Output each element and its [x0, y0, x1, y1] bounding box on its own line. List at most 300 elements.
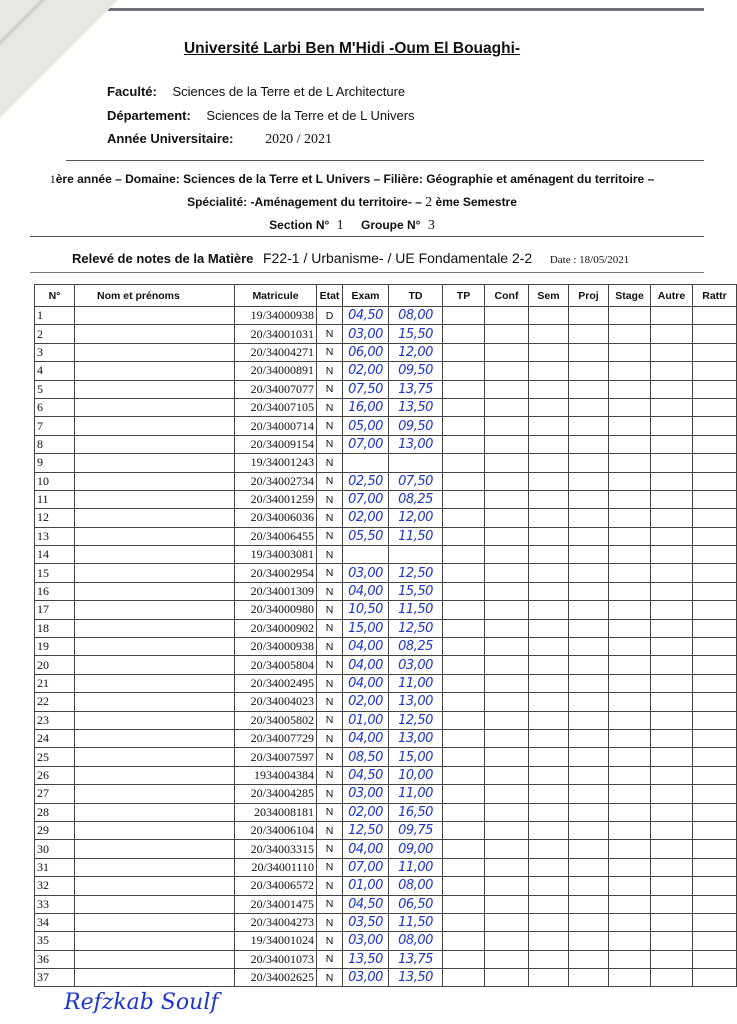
td-grade-cell: 15,00 [389, 748, 443, 766]
name-cell [75, 785, 235, 803]
rattr-cell [693, 821, 737, 839]
rattr-cell [693, 950, 737, 968]
stage-cell [609, 858, 651, 876]
rattr-cell [693, 969, 737, 987]
row-number: 32 [35, 877, 75, 895]
conf-cell [485, 582, 529, 600]
rattr-cell [693, 656, 737, 674]
proj-cell [569, 821, 609, 839]
proj-cell [569, 417, 609, 435]
sem-cell [529, 840, 569, 858]
autre-cell [651, 656, 693, 674]
stage-cell [609, 472, 651, 490]
rattr-cell [693, 472, 737, 490]
matricule-cell: 20/34007729 [235, 729, 317, 747]
rattr-cell [693, 913, 737, 931]
column-header: Etat [317, 285, 343, 307]
exam-grade-cell: 16,00 [343, 398, 389, 416]
sem-cell [529, 821, 569, 839]
table-row [35, 913, 737, 931]
matricule-cell: 2034008181 [235, 803, 317, 821]
td-grade-cell [389, 546, 443, 564]
matricule-cell: 20/34002734 [235, 472, 317, 490]
conf-cell [485, 766, 529, 784]
etat-cell: N [317, 711, 343, 729]
autre-cell [651, 932, 693, 950]
rattr-cell [693, 380, 737, 398]
autre-cell [651, 711, 693, 729]
td-grade-cell: 06,50 [389, 895, 443, 913]
tp-cell [443, 380, 485, 398]
signature: Refzkab Soulf [64, 990, 219, 1015]
stage-cell [609, 895, 651, 913]
td-grade-cell: 13,00 [389, 435, 443, 453]
filiere-label: Filière: [383, 172, 423, 186]
autre-cell [651, 398, 693, 416]
rattr-cell [693, 343, 737, 361]
exam-grade-cell: 02,00 [343, 362, 389, 380]
stage-cell [609, 748, 651, 766]
rattr-cell [693, 638, 737, 656]
tp-cell [443, 785, 485, 803]
exam-grade-cell [343, 454, 389, 472]
proj-cell [569, 969, 609, 987]
tp-cell [443, 803, 485, 821]
exam-grade-cell: 05,00 [343, 417, 389, 435]
column-header: Rattr [693, 285, 737, 307]
row-number: 13 [35, 527, 75, 545]
conf-cell [485, 527, 529, 545]
rattr-cell [693, 509, 737, 527]
sem-cell [529, 435, 569, 453]
stage-cell [609, 656, 651, 674]
conf-cell [485, 877, 529, 895]
proj-cell [569, 509, 609, 527]
matricule-cell: 20/34006572 [235, 877, 317, 895]
row-number: 37 [35, 969, 75, 987]
conf-cell [485, 748, 529, 766]
sem-cell [529, 711, 569, 729]
proj-cell [569, 362, 609, 380]
exam-grade-cell: 08,50 [343, 748, 389, 766]
rattr-cell [693, 325, 737, 343]
matricule-cell: 1934004384 [235, 766, 317, 784]
sem-cell [529, 785, 569, 803]
proj-cell [569, 840, 609, 858]
row-number: 12 [35, 509, 75, 527]
td-grade-cell: 08,25 [389, 638, 443, 656]
table-row [35, 877, 737, 895]
sem-cell [529, 343, 569, 361]
rattr-cell [693, 877, 737, 895]
divider [30, 272, 704, 273]
name-cell [75, 913, 235, 931]
autre-cell [651, 895, 693, 913]
exam-grade-cell: 05,50 [343, 527, 389, 545]
stage-cell [609, 564, 651, 582]
exam-grade-cell: 02,00 [343, 509, 389, 527]
table-body [35, 307, 737, 987]
table-row [35, 638, 737, 656]
semestre-number: 2 [425, 195, 433, 210]
etat-cell: N [317, 932, 343, 950]
column-header: Matricule [235, 285, 317, 307]
name-cell [75, 325, 235, 343]
program-line: 1ère année – Domaine: Sciences de la Terre et L Univers – Filière: Géographie et aménagent du territoire – [49, 172, 655, 186]
tp-cell [443, 840, 485, 858]
name-cell [75, 564, 235, 582]
section-value: 1 [336, 218, 344, 233]
rattr-cell [693, 490, 737, 508]
matricule-cell: 20/34002625 [235, 969, 317, 987]
proj-cell [569, 785, 609, 803]
tp-cell [443, 729, 485, 747]
table-row [35, 619, 737, 637]
name-cell [75, 307, 235, 325]
exam-grade-cell: 04,00 [343, 656, 389, 674]
autre-cell [651, 785, 693, 803]
section-label: Section N° [269, 218, 330, 232]
stage-cell [609, 509, 651, 527]
domaine-label: Domaine: [125, 172, 180, 186]
specialite-value: -Aménagement du territoire- [250, 195, 412, 209]
row-number: 9 [35, 454, 75, 472]
matricule-cell: 20/34001259 [235, 490, 317, 508]
conf-cell [485, 969, 529, 987]
name-cell [75, 766, 235, 784]
exam-grade-cell: 15,00 [343, 619, 389, 637]
tp-cell [443, 307, 485, 325]
etat-cell: N [317, 619, 343, 637]
semestre-label: ème Semestre [435, 195, 517, 209]
exam-grade-cell: 04,50 [343, 766, 389, 784]
matiere-value: F22-1 / Urbanisme- / UE Fondamentale 2-2 [262, 250, 533, 266]
exam-grade-cell: 03,00 [343, 564, 389, 582]
faculte-label: Faculté: [107, 84, 157, 99]
autre-cell [651, 858, 693, 876]
row-number: 1 [35, 307, 75, 325]
sem-cell [529, 877, 569, 895]
stage-cell [609, 490, 651, 508]
table-row [35, 656, 737, 674]
td-grade-cell: 09,50 [389, 362, 443, 380]
table-row [35, 527, 737, 545]
td-grade-cell: 13,75 [389, 380, 443, 398]
autre-cell [651, 729, 693, 747]
row-number: 31 [35, 858, 75, 876]
sem-cell [529, 913, 569, 931]
row-number: 27 [35, 785, 75, 803]
autre-cell [651, 362, 693, 380]
autre-cell [651, 950, 693, 968]
name-cell [75, 840, 235, 858]
tp-cell [443, 490, 485, 508]
td-grade-cell: 11,00 [389, 674, 443, 692]
stage-cell [609, 454, 651, 472]
autre-cell [651, 877, 693, 895]
stage-cell [609, 380, 651, 398]
proj-cell [569, 490, 609, 508]
rattr-cell [693, 674, 737, 692]
td-grade-cell: 15,50 [389, 582, 443, 600]
row-number: 8 [35, 435, 75, 453]
row-number: 16 [35, 582, 75, 600]
name-cell [75, 858, 235, 876]
td-grade-cell: 08,00 [389, 932, 443, 950]
annee-row [107, 131, 332, 148]
sem-cell [529, 638, 569, 656]
row-number: 21 [35, 674, 75, 692]
row-number: 28 [35, 803, 75, 821]
td-grade-cell: 12,50 [389, 564, 443, 582]
table-row [35, 932, 737, 950]
etat-cell: D [317, 307, 343, 325]
autre-cell [651, 472, 693, 490]
etat-cell: N [317, 527, 343, 545]
etat-cell: N [317, 362, 343, 380]
proj-cell [569, 858, 609, 876]
row-number: 34 [35, 913, 75, 931]
exam-grade-cell: 04,00 [343, 674, 389, 692]
table-row [35, 454, 737, 472]
proj-cell [569, 582, 609, 600]
name-cell [75, 472, 235, 490]
sem-cell [529, 950, 569, 968]
stage-cell [609, 821, 651, 839]
rattr-cell [693, 693, 737, 711]
row-number: 17 [35, 601, 75, 619]
sem-cell [529, 932, 569, 950]
matricule-cell: 20/34001073 [235, 950, 317, 968]
autre-cell [651, 380, 693, 398]
row-number: 4 [35, 362, 75, 380]
etat-cell: N [317, 582, 343, 600]
etat-cell: N [317, 821, 343, 839]
table-row [35, 803, 737, 821]
etat-cell: N [317, 435, 343, 453]
etat-cell: N [317, 748, 343, 766]
tp-cell [443, 674, 485, 692]
sem-cell [529, 656, 569, 674]
autre-cell [651, 601, 693, 619]
proj-cell [569, 307, 609, 325]
proj-cell [569, 398, 609, 416]
proj-cell [569, 729, 609, 747]
proj-cell [569, 619, 609, 637]
td-grade-cell: 10,00 [389, 766, 443, 784]
stage-cell [609, 711, 651, 729]
row-number: 2 [35, 325, 75, 343]
td-grade-cell: 12,00 [389, 343, 443, 361]
td-grade-cell: 11,00 [389, 785, 443, 803]
name-cell [75, 417, 235, 435]
table-row [35, 766, 737, 784]
name-cell [75, 362, 235, 380]
conf-cell [485, 840, 529, 858]
matricule-cell: 20/34006104 [235, 821, 317, 839]
name-cell [75, 490, 235, 508]
etat-cell: N [317, 693, 343, 711]
conf-cell [485, 895, 529, 913]
name-cell [75, 435, 235, 453]
autre-cell [651, 821, 693, 839]
matricule-cell: 20/34003315 [235, 840, 317, 858]
departement-row [107, 108, 415, 123]
tp-cell [443, 858, 485, 876]
university-title: Université Larbi Ben M'Hidi -Oum El Bouaghi- [183, 40, 521, 57]
tp-cell [443, 509, 485, 527]
scan-top-edge [108, 8, 704, 11]
stage-cell [609, 913, 651, 931]
row-number: 23 [35, 711, 75, 729]
name-cell [75, 674, 235, 692]
name-cell [75, 895, 235, 913]
row-number: 19 [35, 638, 75, 656]
proj-cell [569, 693, 609, 711]
tp-cell [443, 435, 485, 453]
sem-cell [529, 619, 569, 637]
proj-cell [569, 325, 609, 343]
conf-cell [485, 601, 529, 619]
tp-cell [443, 546, 485, 564]
etat-cell: N [317, 950, 343, 968]
td-grade-cell: 09,00 [389, 840, 443, 858]
table-row [35, 950, 737, 968]
sem-cell [529, 325, 569, 343]
annee-value: 2020 / 2021 [265, 132, 332, 147]
conf-cell [485, 656, 529, 674]
stage-cell [609, 969, 651, 987]
name-cell [75, 969, 235, 987]
stage-cell [609, 766, 651, 784]
sem-cell [529, 362, 569, 380]
td-grade-cell: 08,25 [389, 490, 443, 508]
proj-cell [569, 932, 609, 950]
domaine-value: Sciences de la Terre et L Univers [183, 172, 371, 186]
row-number: 29 [35, 821, 75, 839]
conf-cell [485, 490, 529, 508]
td-grade-cell: 11,50 [389, 601, 443, 619]
autre-cell [651, 619, 693, 637]
rattr-cell [693, 748, 737, 766]
table-row [35, 895, 737, 913]
td-grade-cell: 16,50 [389, 803, 443, 821]
etat-cell: N [317, 564, 343, 582]
specialite-label: Spécialité: [187, 195, 248, 209]
row-number: 24 [35, 729, 75, 747]
autre-cell [651, 435, 693, 453]
exam-grade-cell: 12,50 [343, 821, 389, 839]
conf-cell [485, 785, 529, 803]
name-cell [75, 380, 235, 398]
conf-cell [485, 821, 529, 839]
td-grade-cell: 12,50 [389, 711, 443, 729]
exam-grade-cell: 01,00 [343, 711, 389, 729]
tp-cell [443, 417, 485, 435]
sem-cell [529, 748, 569, 766]
specialite-line: Spécialité: -Aménagement du territoire- – 2 ème Semestre [187, 195, 517, 210]
proj-cell [569, 674, 609, 692]
autre-cell [651, 766, 693, 784]
name-cell [75, 638, 235, 656]
td-grade-cell [389, 454, 443, 472]
rattr-cell [693, 711, 737, 729]
table-row [35, 472, 737, 490]
etat-cell: N [317, 546, 343, 564]
stage-cell [609, 729, 651, 747]
divider [30, 236, 704, 237]
folded-corner [0, 0, 118, 118]
stage-cell [609, 932, 651, 950]
td-grade-cell: 07,50 [389, 472, 443, 490]
tp-cell [443, 821, 485, 839]
matricule-cell: 20/34002954 [235, 564, 317, 582]
tp-cell [443, 969, 485, 987]
matricule-cell: 20/34005804 [235, 656, 317, 674]
tp-cell [443, 472, 485, 490]
autre-cell [651, 582, 693, 600]
stage-cell [609, 582, 651, 600]
matricule-cell: 20/34000938 [235, 638, 317, 656]
conf-cell [485, 711, 529, 729]
tp-cell [443, 656, 485, 674]
matricule-cell: 20/34001110 [235, 858, 317, 876]
name-cell [75, 932, 235, 950]
name-cell [75, 454, 235, 472]
matricule-cell: 20/34000714 [235, 417, 317, 435]
rattr-cell [693, 417, 737, 435]
conf-cell [485, 638, 529, 656]
row-number: 5 [35, 380, 75, 398]
row-number: 6 [35, 398, 75, 416]
td-grade-cell: 08,00 [389, 877, 443, 895]
matricule-cell: 20/34006036 [235, 509, 317, 527]
sem-cell [529, 895, 569, 913]
stage-cell [609, 546, 651, 564]
name-cell [75, 509, 235, 527]
table-row [35, 564, 737, 582]
table-row [35, 307, 737, 325]
rattr-cell [693, 435, 737, 453]
grades-table [34, 284, 737, 987]
td-grade-cell: 08,00 [389, 307, 443, 325]
tp-cell [443, 527, 485, 545]
rattr-cell [693, 766, 737, 784]
autre-cell [651, 490, 693, 508]
stage-cell [609, 803, 651, 821]
tp-cell [443, 711, 485, 729]
matricule-cell: 20/34000891 [235, 362, 317, 380]
sem-cell [529, 417, 569, 435]
conf-cell [485, 693, 529, 711]
sem-cell [529, 398, 569, 416]
table-row [35, 417, 737, 435]
name-cell [75, 527, 235, 545]
table-row [35, 490, 737, 508]
stage-cell [609, 527, 651, 545]
table-row [35, 362, 737, 380]
sem-cell [529, 674, 569, 692]
name-cell [75, 343, 235, 361]
table-row [35, 729, 737, 747]
conf-cell [485, 564, 529, 582]
exam-grade-cell: 06,00 [343, 343, 389, 361]
matricule-cell: 20/34009154 [235, 435, 317, 453]
sem-cell [529, 564, 569, 582]
matricule-cell: 20/34007077 [235, 380, 317, 398]
matricule-cell: 20/34002495 [235, 674, 317, 692]
stage-cell [609, 950, 651, 968]
